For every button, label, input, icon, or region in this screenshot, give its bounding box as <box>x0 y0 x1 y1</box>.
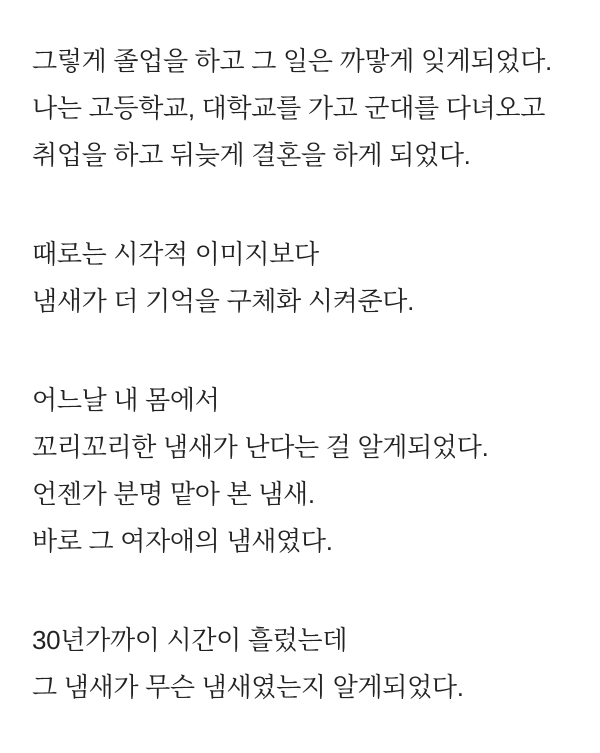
text-line: 냄새가 더 기억을 구체화 시켜준다. <box>32 286 415 316</box>
text-line: 그렇게 졸업을 하고 그 일은 까맣게 잊게되었다. <box>32 46 552 76</box>
text-line: 꼬리꼬리한 냄새가 난다는 걸 알게되었다. <box>32 432 489 462</box>
text-line: 언젠가 분명 맡아 본 냄새. <box>32 479 315 509</box>
text-line: 그 냄새가 무슨 냄새였는지 알게되었다. <box>32 672 464 702</box>
text-line: 때로는 시각적 이미지보다 <box>32 239 319 269</box>
text-line: 나는 고등학교, 대학교를 가고 군대를 다녀오고 <box>32 93 546 123</box>
text-line: 30년가까이 시간이 흘렀는데 <box>32 625 348 655</box>
paragraph-graduation <box>32 38 580 179</box>
text-line: 바로 그 여자애의 냄새였다. <box>32 526 333 556</box>
paragraph-smell-memory <box>32 231 580 325</box>
text-line: 어느날 내 몸에서 <box>32 385 220 415</box>
text-line: 취업을 하고 뒤늦게 결혼을 하게 되었다. <box>32 140 471 170</box>
paragraph-thirty-years <box>32 617 580 711</box>
paragraph-body-smell <box>32 377 580 565</box>
